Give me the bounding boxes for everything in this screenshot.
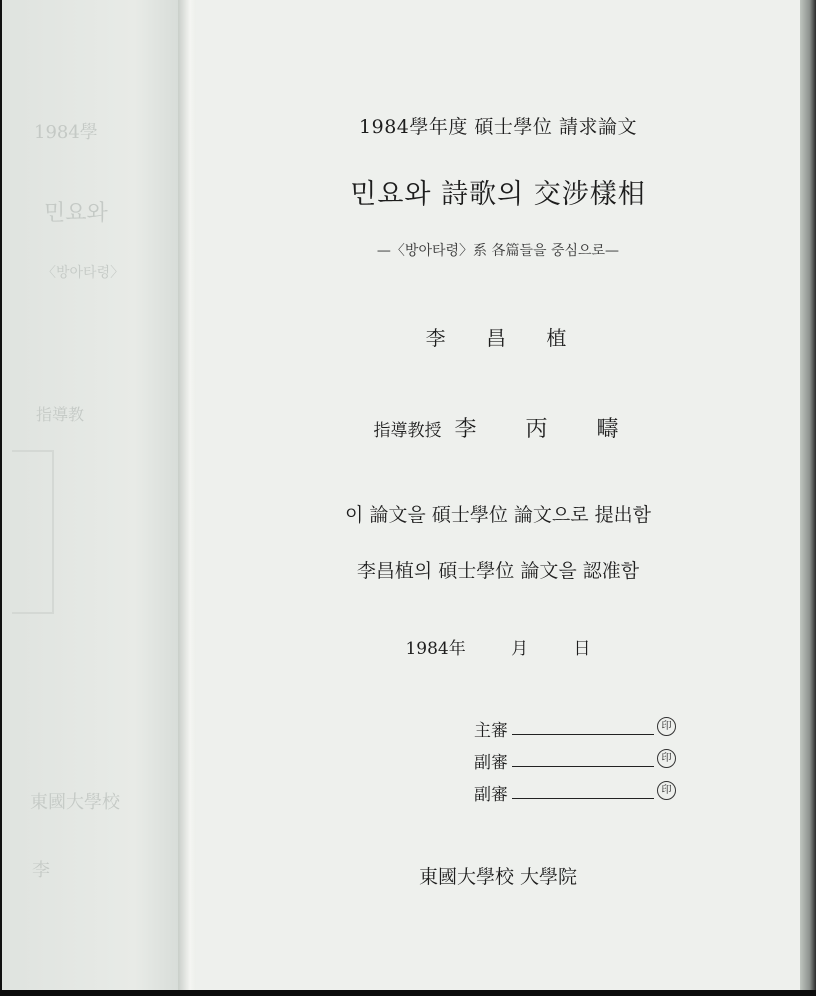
bleed-text: 〈방아타령〉	[42, 265, 125, 281]
signature-line	[512, 734, 654, 735]
scan-border	[0, 990, 816, 996]
seal-icon: 印	[657, 717, 676, 736]
advisor-label: 指導教授	[373, 421, 442, 441]
stamp-shadow	[12, 450, 54, 614]
signature-vice-examiner	[474, 780, 694, 804]
left-page	[2, 0, 192, 990]
bleed-text: 李	[32, 860, 50, 881]
signature-vice-examiner	[474, 748, 694, 772]
signature-chief-examiner	[474, 716, 694, 740]
thesis-title: 민요와 詩歌의 交涉樣相	[350, 179, 646, 210]
bleed-text: 指導教	[36, 405, 85, 424]
signature-label: 副審	[474, 785, 508, 805]
advisor-name: 李 丙 疇	[454, 417, 623, 442]
thesis-title-page	[196, 0, 800, 990]
signature-line	[512, 766, 654, 767]
seal-icon: 印	[657, 781, 676, 800]
submission-statement: 이 論文을 碩士學位 論文으로 提出함	[345, 504, 651, 526]
advisor-line	[196, 412, 800, 443]
author-name: 李 昌 植	[425, 326, 571, 350]
approval-date: 1984年 月 日	[405, 639, 591, 659]
bleed-text: 東國大學校	[30, 792, 120, 813]
institution-name: 東國大學校 大學院	[418, 866, 578, 888]
degree-heading: 1984學年度 碩士學位 請求論文	[359, 116, 637, 138]
seal-icon: 印	[657, 749, 676, 768]
bleed-text: 민요와	[44, 201, 108, 226]
thesis-subtitle: —〈방아타령〉系 各篇들을 중심으로—	[376, 243, 620, 259]
approval-statement: 李昌植의 碩士學位 論文을 認准함	[356, 560, 640, 582]
signature-label: 主審	[474, 721, 508, 741]
signature-label: 副審	[474, 753, 508, 773]
signature-line	[512, 798, 654, 799]
page-edge	[800, 0, 816, 996]
bleed-text: 1984學	[34, 122, 98, 143]
